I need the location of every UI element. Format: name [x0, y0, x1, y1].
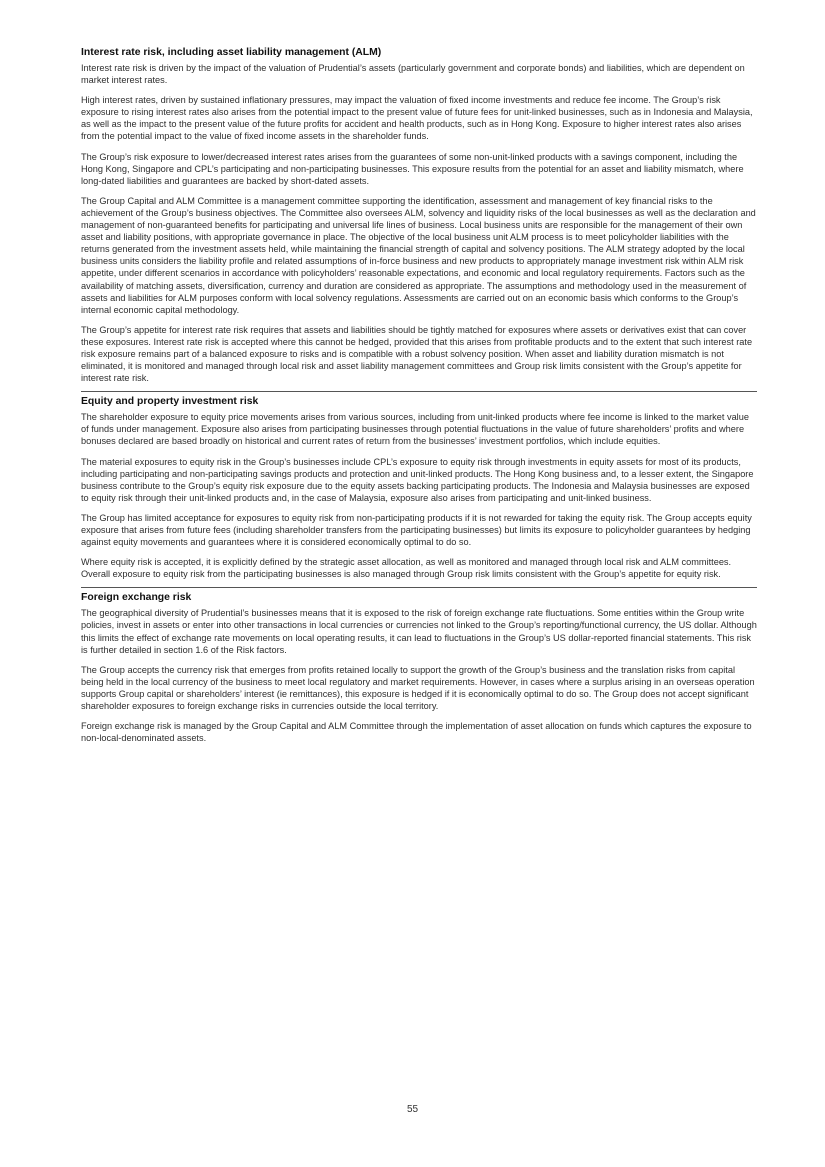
section-heading: Interest rate risk, including asset liability management (ALM) — [81, 47, 382, 58]
section-interest-rate-risk — [81, 46, 757, 384]
paragraph: The geographical diversity of Prudential’s businesses means that it is exposed to the risk of foreign exchange rate fluctuations. Some entities within the Group write policies, invest in assets or enter into other transactions in local currencies or currencies not linked to the Group’s reporting/functional currency, the US dollar. Although this limits the effect of exchange rate movements on local operating results, it can lead to fluctuations in the Group’s US dollar-reported financial statements. This risk is further detailed in section 1.6 of the Risk factors. — [81, 608, 757, 655]
paragraph: The material exposures to equity risk in the Group’s businesses include CPL’s exposure to equity risk through investments in equity assets for most of its products, including participating and non-participating savings products and protection and unit-linked products. The Hong Kong business and, to a lesser extent, the Singapore business contribute to the Group’s equity risk exposure due to the equity assets backing participating products. The Indonesia and Malaysia businesses are exposed to equity risk through their unit-linked products and, in the case of Malaysia, exposure also arises from participating and unit-linked business. — [81, 456, 754, 503]
paragraph: The Group accepts the currency risk that emerges from profits retained locally to support the growth of the Group’s business and the translation risks from capital being held in the local currency of the business to meet local regulatory and market requirements. However, in cases where a surplus arising in an overseas operation supports Group capital or shareholders’ interest (ie remittances), this exposure is hedged if it is economically optimal to do so. The Group does not accept significant shareholder exposures to foreign exchange risks in currencies outside the local territory. — [81, 664, 755, 712]
section-heading: Foreign exchange risk — [81, 592, 192, 604]
page-number: 55 — [406, 1104, 419, 1115]
paragraph: Where equity risk is accepted, it is explicitly defined by the strategic asset allocation, as well as monitored and managed through local risk and ALM committees. Overall exposure to equity risk from the participating businesses is also managed through Group risk limits consistent with the Group’s appetite for equity risk. — [81, 557, 732, 580]
paragraph: The Group has limited acceptance for exposures to equity risk from non-participating products if it is not rewarded for taking the equity risk. The Group accepts equity exposure that arises from future fees (including shareholder transfers from the participating businesses) but limits its exposure to policyholder guarantees by hedging against equity movements and guarantees where it is considered economically optimal to do so. — [81, 512, 752, 548]
document-body — [81, 46, 757, 744]
paragraph: Interest rate risk is driven by the impact of the valuation of Prudential’s assets (particularly government and corporate bonds) and liabilities, which are dependent on market interest rates. — [81, 63, 745, 86]
section-heading: Equity and property investment risk — [81, 396, 259, 408]
section-foreign-exchange-risk — [81, 587, 757, 744]
paragraph: Foreign exchange risk is managed by the Group Capital and ALM Committee through the implementation of asset allocation on funds which captures the exposure to non-local-denominated assets. — [81, 721, 752, 744]
paragraph: The Group’s risk exposure to lower/decreased interest rates arises from the guarantees of some non-unit-linked products with a savings component, including the Hong Kong, Singapore and CPL’s participating and non-participating businesses. This exposure results from the potential for an asset and liability mismatch, where long-dated liabilities and guarantees are backed by short-dated assets. — [81, 151, 744, 186]
paragraph: High interest rates, driven by sustained inflationary pressures, may impact the valuation of fixed income investments and reduce fee income. The Group’s risk exposure to rising interest rates also arises from the potential impact to the present value of future fees for unit-linked businesses, such as in Indonesia and Malaysia, as well as the impact to the present value of the future profits for accident and health products, such as in Hong Kong. Exposure to higher interest rates also arises from the potential impact to the value of fixed income assets in the shareholder funds. — [81, 95, 753, 142]
paragraph: The Group’s appetite for interest rate risk requires that assets and liabilities should be tightly matched for exposures where assets or derivatives exist that can cover these exposures. Interest rate risk is accepted where this cannot be hedged, provided that this arises from profitable products and to the extent that such interest rate risk exposure remains part of a balanced exposure to risks and is compatible with a robust solvency position. When asset and liability duration mismatch is not eliminated, it is monitored and managed through local risk and asset liability management committees and Group risk limits consistent with the Group’s appetite for interest rate risk. — [81, 324, 753, 384]
section-equity-property-risk — [81, 391, 757, 580]
paragraph: The shareholder exposure to equity price movements arises from various sources, including from unit-linked products where fee income is linked to the market value of funds under management. Exposure also arises from participating businesses through potential fluctuations in the value of future shareholders’ profits and where bonuses declared are based broadly on historical and current rates of return from the businesses’ investment portfolios, which include equities. — [81, 412, 749, 447]
paragraph: The Group Capital and ALM Committee is a management committee supporting the identification, assessment and management of key financial risks to the achievement of the Group’s business objectives. The Committee also oversees ALM, solvency and liquidity risks of the local businesses as well as the declaration and management of non-guaranteed benefits for participating and universal life lines of business. Local business units are responsible for the management of their own asset and liability positions, with appropriate governance in place. The objective of the local business unit ALM process is to meet policyholder liabilities with the returns generated from the investment assets held, while maintaining the financial strength of capital and solvency positions. The ALM strategy adopted by the local business units considers the liability profile and related assumptions of in-force business and new products to appropriately manage investment risk within ALM risk appetite, under different scenarios in accordance with policyholders’ reasonable expectations, and economic and local regulatory requirements. Factors such as the availability of matching assets, diversification, currency and duration are considered as appropriate. The assumptions and methodology used in the measurement of assets and liabilities for ALM purposes conform with local solvency regulations. Assessments are carried out on an economic basis which conforms to the Group’s internal economic capital methodology. — [81, 195, 756, 315]
